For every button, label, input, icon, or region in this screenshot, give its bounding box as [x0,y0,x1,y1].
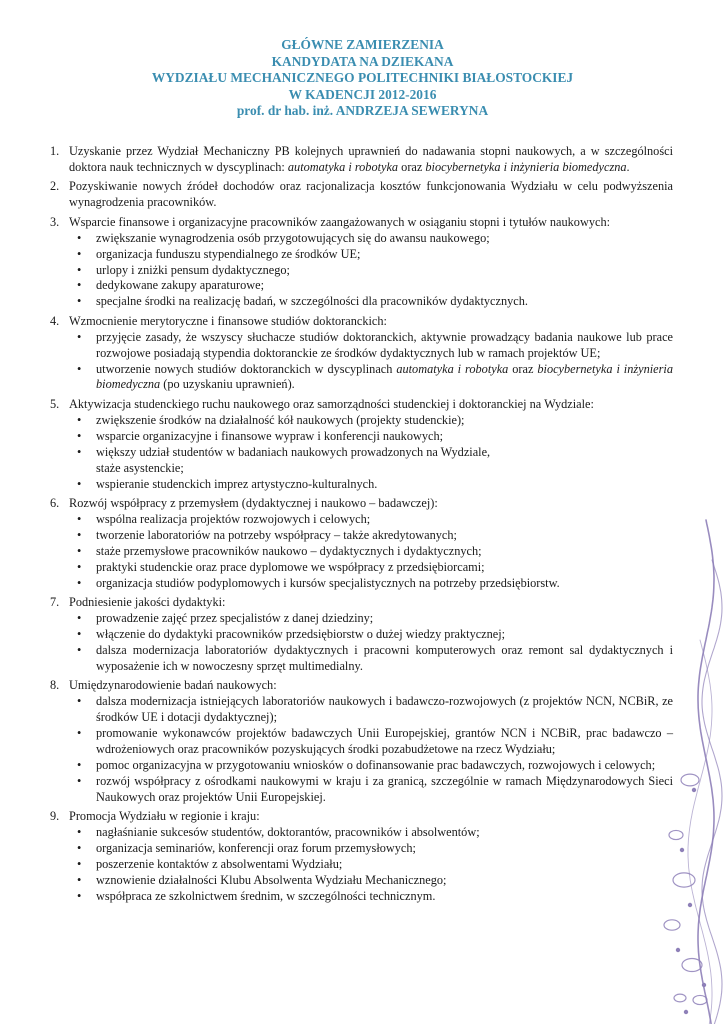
bullet-item [69,774,673,806]
text-fragment: (po uzyskaniu uprawnień). [160,377,295,392]
text-fragment: Umiędzynarodowienie badań naukowych: [69,678,277,693]
text-fragment: organizacja funduszu stypendialnego ze środków UE; [96,246,361,261]
text-fragment: . [626,159,630,174]
bullet-item [69,263,673,279]
bullet-item [69,528,673,544]
bullet-list [69,413,673,493]
bullet-item [69,627,673,643]
text-fragment: wznowienie działalności Klubu Absolwenta Wydziału Mechanicznego; [96,872,447,887]
goal-section [50,809,673,904]
goal-section [50,397,673,492]
section-heading-text [69,397,673,413]
text-fragment: praktyki studenckie oraz prace dyplomowe we współpracy z przedsiębiorcami; [96,559,485,574]
section-heading-text [69,179,673,211]
text-fragment: oraz [398,159,426,174]
text-fragment: pomoc organizacyjna w przygotowaniu wniosków o dofinansowanie prac badawczych, rozwojowych i celowych; [96,757,656,772]
bullet-item [69,576,673,592]
swirl-loop [674,994,686,1002]
italic-term: biocybernetyka i inżynieria biomedyczna [96,361,673,392]
text-fragment: utworzenie nowych studiów doktoranckich w dyscyplinach [96,361,397,376]
goal-section [50,595,673,675]
swirl-bead [692,788,696,792]
text-fragment: większy udział studentów w badaniach naukowych prowadzonych na Wydziale, [96,444,491,459]
text-fragment: dalsza modernizacja istniejących laboratoriów naukowych i badawczo-rozwojowych (z projektów NCN, NCBiR, ze środków UE i dotacji dydaktycznej); [96,694,673,724]
bullet-list [69,231,673,311]
text-fragment: Aktywizacja studenckiego ruchu naukowego oraz samorządności studenckiej i doktoranckiej na Wydziale: [69,396,594,411]
text-fragment: Podniesienie jakości dydaktyki: [69,595,226,610]
bullet-list [69,611,673,675]
italic-term: automatyka i robotyka [396,361,509,376]
text-fragment: Rozwój współpracy z przemysłem (dydaktycznej i naukowo – badawczej): [69,496,438,510]
text-fragment: dedykowane zakupy aparaturowe; [96,278,264,293]
swirl-loop [664,920,680,930]
text-fragment: Promocja Wydziału w regionie i kraju: [69,809,260,823]
swirl-bead [688,903,692,907]
section-heading-text [69,496,673,512]
bullet-item [69,544,673,560]
section-number: 6. [50,496,60,510]
bullet-item [69,278,673,294]
header-line-1: GŁÓWNE ZAMIERZENIA [281,37,444,52]
goal-section [50,314,673,394]
text-fragment: Wzmocnienie merytoryczne i finansowe studiów doktoranckich: [69,313,387,328]
bullet-list [69,330,673,394]
bullet-list [69,512,673,592]
text-fragment: wspieranie studenckich imprez artystyczno-kulturalnych. [96,476,378,491]
text-fragment: specjalne środki na realizację badań, w szczególności dla pracowników dydaktycznych. [96,294,528,309]
document-header [60,37,665,120]
bullet-item [69,512,673,528]
text-fragment: tworzenie laboratoriów na potrzeby współpracy – także akredytowanych; [96,527,457,542]
text-fragment: włączenie do dydaktyki pracowników przedsiębiorstw o dużej wiedzy praktycznej; [96,626,506,641]
bullet-item [69,889,673,905]
swirl-bead [684,1010,688,1014]
section-number: 5. [50,396,60,411]
bullet-item [69,231,673,247]
swirl-line [688,640,712,1024]
text-fragment: Uzyskanie przez Wydział Mechaniczny PB kolejnych uprawnień do nadawania stopni naukowych, a w szczególności doktora nauk technicznych w dyscyplinach: [69,144,673,174]
text-fragment: promowanie wykonawców projektów badawczych Unii Europejskiej, grantów NCN i NCBiR, prac badawczo – wdrożeniowych oraz pracowników pozyskujących środki pozabudżetowe na rzecz Wydziału; [96,725,673,756]
bullet-item [69,560,673,576]
header-line-2: KANDYDATA NA DZIEKANA [271,53,454,69]
goal-section [50,215,673,310]
swirl-loop [681,774,699,786]
bullet-item [69,429,673,445]
swirl-line [698,520,714,1024]
text-fragment: poszerzenie kontaktów z absolwentami Wydziału; [96,856,343,871]
bullet-item [69,611,673,627]
bullet-item [69,445,673,477]
bullet-item [69,694,673,726]
bullet-item [69,825,673,841]
section-heading-text [69,595,673,611]
text-fragment: organizacja studiów podyplomowych i kursów specjalistycznych na potrzeby przedsiębiorstw. [96,575,560,590]
section-number: 8. [50,678,60,693]
section-number: 9. [50,809,60,823]
swirl-loop [682,959,702,972]
section-heading-text [69,809,673,825]
goal-section [50,496,673,591]
goal-section [50,144,673,176]
text-fragment: staże przemysłowe pracowników naukowo – dydaktycznych i dydaktycznych; [96,543,482,558]
bullet-item [69,841,673,857]
text-fragment: przyjęcie zasady, że wszyscy słuchacze studiów doktoranckich, aktywnie prowadzący badania naukowe lub prace rozwojowe posiadają stypendia doktoranckie ze środków dydaktycznych lub w ramach projektów UE; [96,329,673,360]
goal-section [50,678,673,805]
section-heading-text [69,678,673,694]
section-heading-text [69,215,673,231]
bullet-item [69,413,673,429]
swirl-loop [693,995,707,1004]
swirl-loop [673,873,695,887]
header-line-4: W KADENCJI 2012-2016 [288,86,437,102]
goal-section [50,179,673,211]
italic-term: biocybernetyka i inżynieria biomedyczna [425,159,627,174]
text-fragment: Wsparcie finansowe i organizacyjne pracowników zaangażowanych w osiąganiu stopni i tytułów naukowych: [69,214,611,229]
bullet-item [69,294,673,310]
bullet-item [69,873,673,889]
bullet-item [69,247,673,263]
bullet-item [69,477,673,493]
text-fragment: zwiększenie środków na działalność kół naukowych (projekty studenckie); [96,412,465,427]
swirl-bead [680,848,684,852]
section-number: 3. [50,214,60,229]
text-fragment: wspólna realizacja projektów rozwojowych i celowych; [96,511,371,526]
bullet-list [69,825,673,905]
swirl-bead [676,948,680,952]
bullet-list [69,694,673,805]
bullet-item [69,726,673,758]
text-fragment: prowadzenie zajęć przez specjalistów z danej dziedziny; [96,610,374,625]
swirl-bead [702,983,706,987]
text-fragment: rozwój współpracy z ośrodkami naukowymi w kraju i za granicą, szczególnie w ramach Międzynarodowych Sieci Naukowych oraz projektów Unii Europejskiej. [96,773,673,804]
text-fragment: Pozyskiwanie nowych źródeł dochodów oraz racjonalizacja kosztów funkcjonowania Wydziału w celu podwyższenia wynagrodzenia pracowników. [69,179,673,210]
text-fragment: oraz [508,361,538,376]
bullet-item [69,758,673,774]
section-number: 1. [50,144,60,158]
text-fragment: dalsza modernizacja laboratoriów dydaktycznych i pracowni komputerowych oraz remont sal dydaktycznych i wyposażenie ich w nowoczesny sprzęt multimedialny. [96,642,673,673]
italic-term: automatyka i robotyka [287,159,399,174]
text-fragment: organizacja seminariów, konferencji oraz forum przemysłowych; [96,840,416,855]
bullet-item [69,643,673,675]
text-fragment: staże asystenckie; [96,460,184,475]
text-fragment: zwiększanie wynagrodzenia osób przygotowujących się do awansu naukowego; [96,230,490,245]
section-heading-text [69,144,673,176]
section-number: 2. [50,179,60,194]
goals-list [50,144,673,908]
section-number: 4. [50,313,60,328]
swirl-line [702,560,722,1024]
section-heading-text [69,314,673,330]
section-number: 7. [50,595,60,610]
text-fragment: nagłaśnianie sukcesów studentów, doktorantów, pracowników i absolwentów; [96,824,480,839]
header-line-3: WYDZIAŁU MECHANICZNEGO POLITECHNIKI BIAŁOSTOCKIEJ [151,70,574,86]
text-fragment: wsparcie organizacyjne i finansowe wypraw i konferencji naukowych; [96,428,444,443]
text-fragment: współpraca ze szkolnictwem średnim, w szczególności technicznym. [96,888,436,903]
bullet-item [69,330,673,362]
bullet-item [69,857,673,873]
text-fragment: urlopy i zniżki pensum dydaktycznego; [96,262,290,277]
bullet-item [69,362,673,394]
header-line-5: prof. dr hab. inż. ANDRZEJA SEWERYNA [236,103,489,119]
